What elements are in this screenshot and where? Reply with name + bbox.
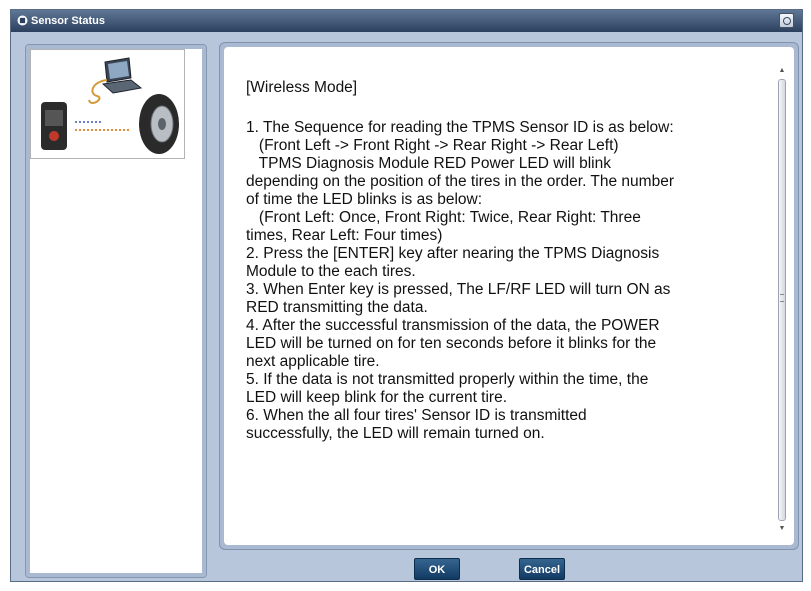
mode-heading: [Wireless Mode] bbox=[246, 79, 358, 96]
tire-icon bbox=[139, 94, 179, 154]
instruction-line: successfully, the LED will remain turned on. bbox=[246, 425, 545, 442]
instruction-line: LED will keep blink for the current tire. bbox=[246, 389, 508, 406]
app-icon bbox=[17, 15, 28, 26]
instruction-line: Module to the each tires. bbox=[246, 263, 416, 280]
instruction-line: depending on the position of the tires in the order. The number bbox=[246, 173, 674, 190]
instruction-line: of time the LED blinks is as below: bbox=[246, 191, 483, 208]
instruction-line: next applicable tire. bbox=[246, 353, 380, 370]
scroll-track[interactable] bbox=[778, 79, 786, 521]
illustration-svg bbox=[31, 50, 184, 158]
instruction-line: 6. When the all four tires' Sensor ID is transmitted bbox=[246, 407, 587, 424]
instruction-line: 2. Press the [ENTER] key after nearing the TPMS Diagnosis bbox=[246, 245, 660, 262]
scroll-thumb[interactable] bbox=[779, 80, 785, 520]
vertical-scrollbar[interactable] bbox=[776, 65, 788, 535]
laptop-icon bbox=[103, 58, 141, 93]
instruction-line: (Front Left -> Front Right -> Rear Right -> Rear Left) bbox=[246, 137, 619, 154]
title-bar[interactable] bbox=[11, 10, 802, 32]
cancel-button[interactable]: Cancel bbox=[519, 558, 565, 580]
instruction-line: (Front Left: Once, Front Right: Twice, Rear Right: Three bbox=[246, 209, 641, 226]
instructions-content bbox=[224, 47, 794, 545]
grip-icon bbox=[780, 294, 784, 302]
instruction-line: 1. The Sequence for reading the TPMS Sensor ID is as below: bbox=[246, 119, 674, 136]
instruction-line: times, Rear Left: Four times) bbox=[246, 227, 443, 244]
instruction-line: 5. If the data is not transmitted properly within the time, the bbox=[246, 371, 649, 388]
instruction-line: TPMS Diagnosis Module RED Power LED will blink bbox=[246, 155, 611, 172]
tpms-module-icon bbox=[41, 102, 67, 150]
instruction-line: LED will be turned on for ten seconds before it blinks for the bbox=[246, 335, 657, 352]
window-title: Sensor Status bbox=[31, 15, 105, 27]
instruction-line: 4. After the successful transmission of the data, the POWER bbox=[246, 317, 660, 334]
instructions-text bbox=[246, 79, 776, 443]
instructions-panel bbox=[219, 42, 799, 550]
instruction-line: RED transmitting the data. bbox=[246, 299, 428, 316]
ok-button[interactable]: OK bbox=[414, 558, 460, 580]
arrow-down-icon[interactable]: ▼ bbox=[778, 525, 786, 532]
arrow-up-icon[interactable]: ▲ bbox=[778, 67, 786, 74]
instruction-line: 3. When Enter key is pressed, The LF/RF LED will turn ON as bbox=[246, 281, 671, 298]
instruction-lines bbox=[246, 119, 776, 443]
tpms-wireless-illustration bbox=[30, 49, 185, 159]
close-button[interactable] bbox=[779, 13, 794, 28]
